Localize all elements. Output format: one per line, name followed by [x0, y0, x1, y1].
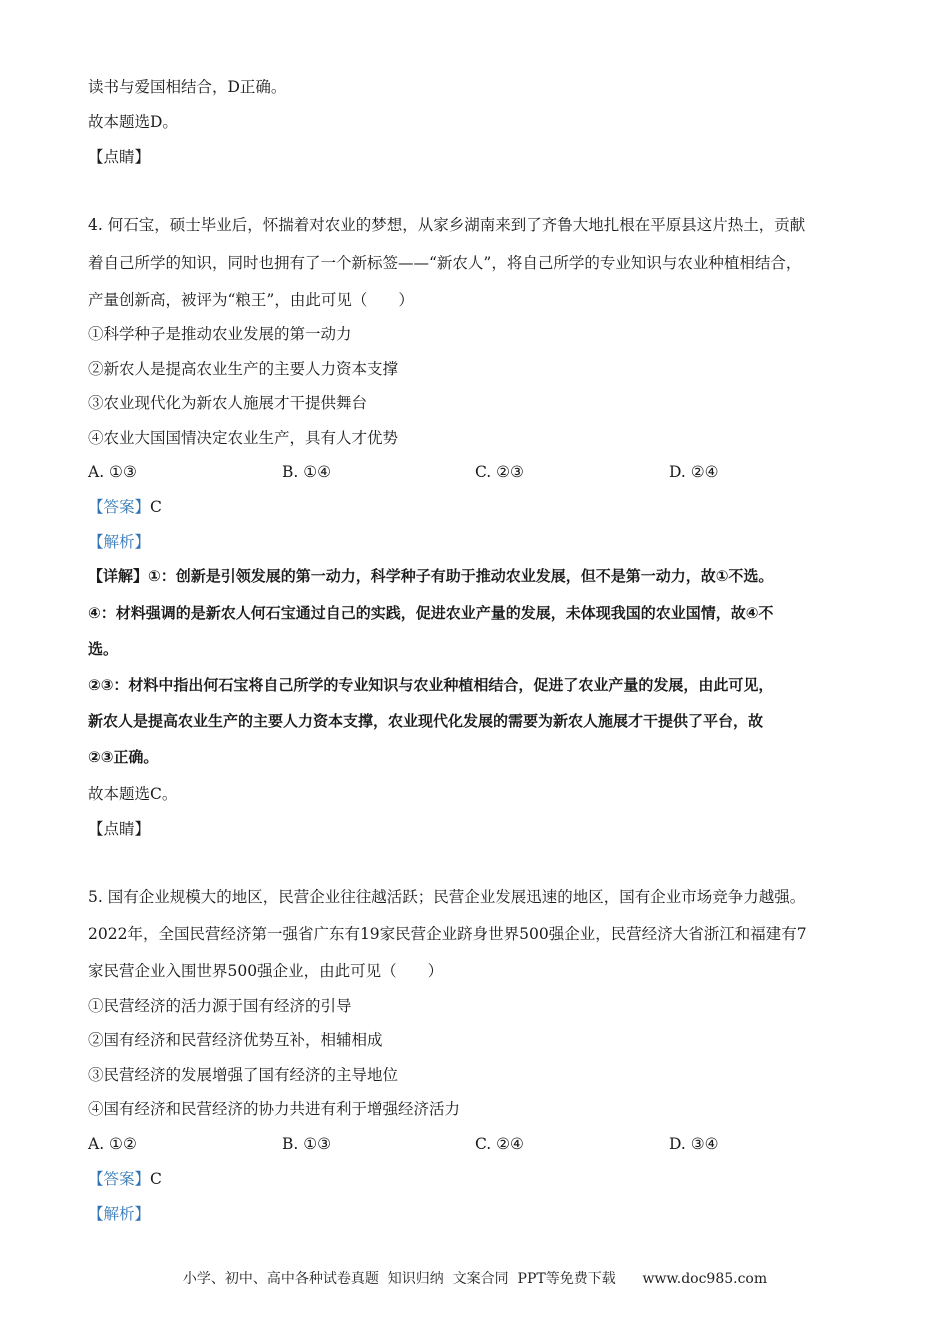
answer-label: 【答案】	[88, 1170, 151, 1188]
q4-answer	[88, 496, 162, 518]
page-footer	[0, 1268, 950, 1288]
q4-analysis-label: 【解析】	[88, 533, 151, 551]
q4-detail-line: 新农人是提高农业生产的主要人力资本支撑，农业现代化发展的需要为新农人施展才干提供了平台，故	[88, 712, 764, 730]
q4-detail-line: 【详解】①：创新是引领发展的第一动力，科学种子有助于推动农业发展，但不是第一动力，故①不选。	[88, 567, 774, 585]
answer-label: 【答案】	[88, 498, 151, 516]
q5-statement: ③民营经济的发展增强了国有经济的主导地位	[88, 1066, 399, 1084]
q4-statement: ②新农人是提高农业生产的主要人力资本支撑	[88, 360, 399, 378]
q4-statement: ①科学种子是推动农业发展的第一动力	[88, 325, 352, 343]
q4-conclusion: 故本题选C。	[88, 785, 178, 803]
q5-option-a: A. ①②	[88, 1135, 137, 1153]
q4-option-b: B. ①④	[282, 463, 332, 481]
q5-statement: ④国有经济和民营经济的协力共进有利于增强经济活力	[88, 1100, 461, 1118]
footer-url[interactable]: www.doc985.com	[642, 1271, 768, 1287]
q5-stem-line: 5. 国有企业规模大的地区，民营企业往往越活跃；民营企业发展迅速的地区，国有企业市场竞争力越强。	[88, 888, 806, 906]
q4-option-c: C. ②③	[475, 463, 524, 481]
q4-detail-line: ④：材料强调的是新农人何石宝通过自己的实践，促进农业产量的发展，未体现我国的农业国情，故④不	[88, 604, 774, 622]
q5-option-b: B. ①③	[282, 1135, 332, 1153]
q4-detail-line: 选。	[88, 640, 119, 658]
dianjing-label: 【点睛】	[88, 148, 151, 166]
q4-statement: ③农业现代化为新农人施展才干提供舞台	[88, 394, 368, 412]
q5-stem-line: 家民营企业入围世界500强企业，由此可见（ ）	[88, 962, 444, 980]
q5-option-d: D. ③④	[669, 1135, 719, 1153]
q4-option-a: A. ①③	[88, 463, 137, 481]
q4-stem-line: 产量创新高，被评为“粮王”，由此可见（ ）	[88, 291, 414, 309]
footer-text: 小学、初中、高中各种试卷真题 知识归纳 文案合同 PPT等免费下载	[182, 1271, 616, 1287]
q4-statement: ④农业大国国情决定农业生产，具有人才优势	[88, 429, 399, 447]
q5-option-c: C. ②④	[475, 1135, 524, 1153]
q4-dianjing-label: 【点睛】	[88, 820, 151, 838]
q5-statement: ①民营经济的活力源于国有经济的引导	[88, 997, 352, 1015]
answer-value: C	[150, 1170, 162, 1188]
text-line: 读书与爱国相结合，D正确。	[88, 78, 287, 96]
q5-answer	[88, 1168, 162, 1190]
q4-stem-line: 着自己所学的知识，同时也拥有了一个新标签——“新农人”，将自己所学的专业知识与农业种植相结合，	[88, 254, 802, 272]
q5-statement: ②国有经济和民营经济优势互补，相辅相成	[88, 1031, 383, 1049]
q4-detail-line: ②③正确。	[88, 748, 159, 766]
answer-value: C	[150, 498, 162, 516]
q4-detail-line: ②③：材料中指出何石宝将自己所学的专业知识与农业种植相结合，促进了农业产量的发展，由此可见，	[88, 676, 774, 694]
q4-option-d: D. ②④	[669, 463, 719, 481]
q5-stem-line: 2022年，全国民营经济第一强省广东有19家民营企业跻身世界500强企业，民营经济大省浙江和福建有7	[88, 925, 807, 943]
q4-stem-line: 4. 何石宝，硕士毕业后，怀揣着对农业的梦想，从家乡湖南来到了齐鲁大地扎根在平原县这片热土，贡献	[88, 216, 806, 234]
q5-analysis-label: 【解析】	[88, 1205, 151, 1223]
conclusion-text: 故本题选D。	[88, 113, 178, 131]
